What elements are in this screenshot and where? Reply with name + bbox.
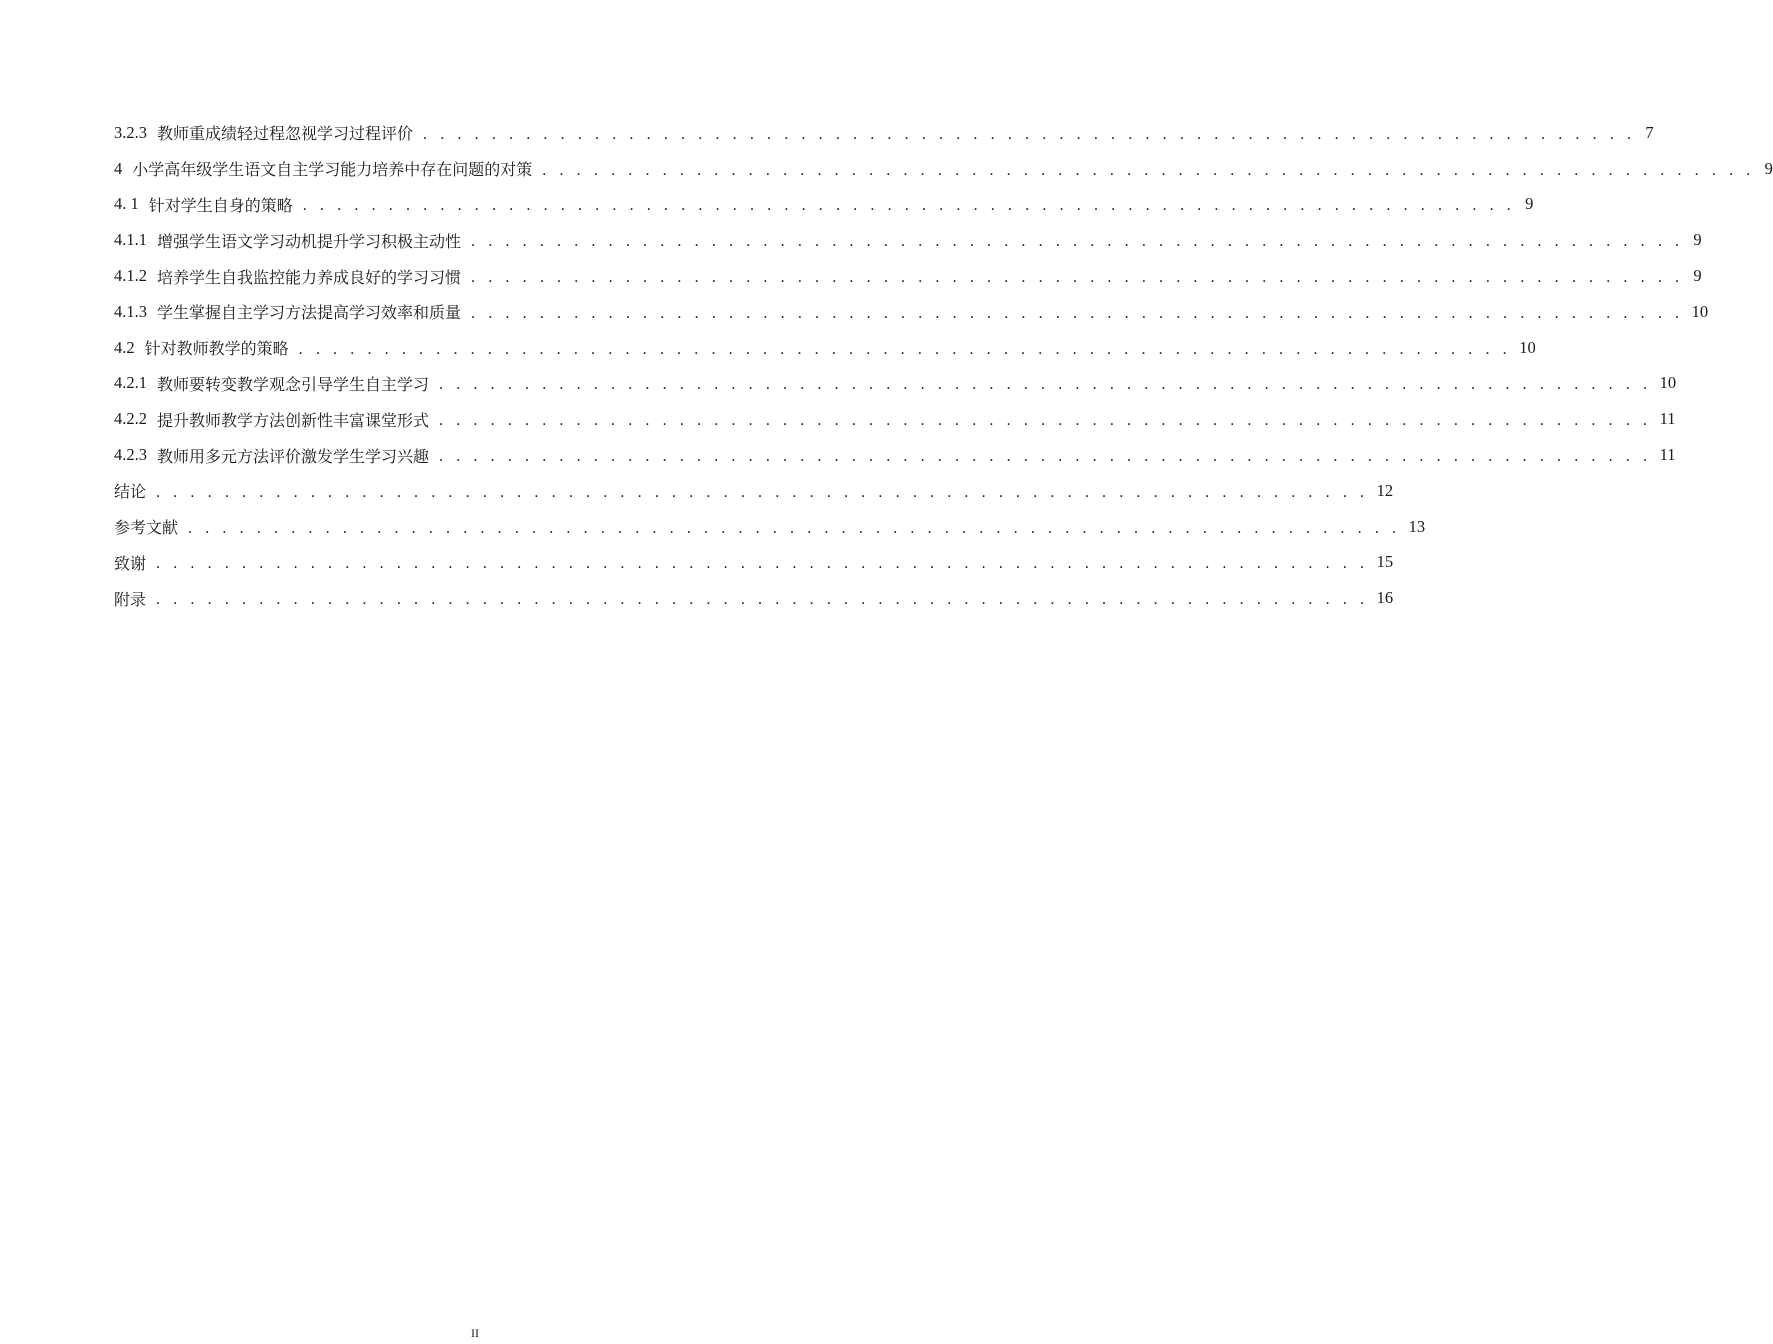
toc-dot-leader: . . . . . . . . . . . . . . . . . . . . . . . . . . . . . . . . . . . . . . . . . . . . . . . . . . . . . . . . . . . . . . . . . . . . . . . [542, 161, 1755, 179]
toc-entry-number: 4.1.2 [114, 266, 147, 286]
toc-entry[interactable] [114, 330, 1536, 366]
toc-entry-number: 3.2.3 [114, 122, 147, 142]
toc-dot-leader: . . . . . . . . . . . . . . . . . . . . . . . . . . . . . . . . . . . . . . . . . . . . . . . . . . . . . . . . . . . . . . . . . . . . . . . [471, 269, 1684, 287]
toc-entry[interactable] [114, 366, 1677, 402]
toc-entry-number: 4.2.2 [114, 409, 147, 429]
toc-entry-page: 7 [1645, 122, 1654, 142]
toc-entry[interactable] [114, 115, 1654, 151]
toc-entry-title: 针对学生自身的策略 [148, 195, 293, 215]
toc-entry-number: 4.1.3 [114, 301, 147, 321]
toc-entry-title: 教师重成绩轻过程忽视学习过程评价 [157, 124, 414, 144]
toc-entry-page: 9 [1693, 230, 1702, 250]
toc-entry[interactable] [114, 258, 1702, 294]
toc-entry[interactable] [114, 580, 1394, 616]
toc-entry-number: 4.2.3 [114, 445, 147, 465]
toc-entry-title: 教师用多元方法评价激发学生学习兴趣 [157, 446, 430, 466]
toc-entry-page: 13 [1408, 516, 1426, 536]
toc-dot-leader: . . . . . . . . . . . . . . . . . . . . . . . . . . . . . . . . . . . . . . . . . . . . . . . . . . . . . . . . . . . . . . . . . . . . . . . [188, 519, 1401, 537]
toc-entry-title: 致谢 [114, 553, 147, 573]
page-number-footer: II [471, 1326, 479, 1340]
toc-entry-title: 增强学生语文学习动机提升学习积极主动性 [157, 231, 462, 251]
toc-entry[interactable] [114, 187, 1534, 223]
toc-entry-number: 4.1.1 [114, 230, 147, 250]
toc-entry[interactable] [114, 509, 1426, 545]
toc-entry-page: 16 [1376, 588, 1394, 608]
toc-entry-page: 15 [1376, 552, 1394, 572]
toc-entry-title: 附录 [114, 589, 147, 609]
toc-entry-page: 11 [1659, 409, 1676, 429]
toc-entry-title: 培养学生自我监控能力养成良好的学习习惯 [157, 267, 462, 287]
toc-entry-title: 针对教师教学的策略 [144, 339, 289, 359]
toc-entry-page: 10 [1519, 337, 1536, 357]
toc-entry-page: 12 [1376, 480, 1394, 500]
toc-entry-title: 结论 [114, 482, 147, 502]
toc-entry-number: 4.2.1 [114, 373, 147, 393]
toc-entry[interactable] [114, 294, 1709, 330]
toc-entry-number: 4 [114, 158, 123, 178]
toc-entry[interactable] [114, 151, 1773, 187]
toc-entry[interactable] [114, 401, 1676, 437]
toc-dot-leader: . . . . . . . . . . . . . . . . . . . . . . . . . . . . . . . . . . . . . . . . . . . . . . . . . . . . . . . . . . . . . . . . . . . . . . . [439, 376, 1652, 394]
toc-entry-page: 10 [1659, 373, 1677, 393]
toc-entry[interactable] [114, 437, 1676, 473]
toc-entry-page: 9 [1764, 158, 1773, 178]
toc-entry[interactable] [114, 222, 1702, 258]
toc-dot-leader: . . . . . . . . . . . . . . . . . . . . . . . . . . . . . . . . . . . . . . . . . . . . . . . . . . . . . . . . . . . . . . . . . . . . . . . [423, 125, 1636, 143]
toc-dot-leader: . . . . . . . . . . . . . . . . . . . . . . . . . . . . . . . . . . . . . . . . . . . . . . . . . . . . . . . . . . . . . . . . . . . . . . . [471, 304, 1684, 322]
toc-entry-page: 9 [1693, 266, 1702, 286]
toc-entry-title: 小学高年级学生语文自主学习能力培养中存在问题的对策 [132, 160, 533, 180]
toc-entry-page: 11 [1659, 445, 1676, 465]
toc-dot-leader: . . . . . . . . . . . . . . . . . . . . . . . . . . . . . . . . . . . . . . . . . . . . . . . . . . . . . . . . . . . . . . . . . . . . . . . [156, 483, 1369, 501]
toc-entry-title: 教师要转变教学观念引导学生自主学习 [157, 374, 430, 394]
toc-entry-title: 学生掌握自主学习方法提高学习效率和质量 [157, 303, 462, 323]
toc-entry-page: 10 [1691, 301, 1709, 321]
toc-dot-leader: . . . . . . . . . . . . . . . . . . . . . . . . . . . . . . . . . . . . . . . . . . . . . . . . . . . . . . . . . . . . . . . . . . . . . . . [439, 448, 1652, 466]
toc-dot-leader: . . . . . . . . . . . . . . . . . . . . . . . . . . . . . . . . . . . . . . . . . . . . . . . . . . . . . . . . . . . . . . . . . . . . . . . [156, 591, 1369, 609]
toc-dot-leader: . . . . . . . . . . . . . . . . . . . . . . . . . . . . . . . . . . . . . . . . . . . . . . . . . . . . . . . . . . . . . . . . . . . . . . . [471, 233, 1684, 251]
toc-dot-leader: . . . . . . . . . . . . . . . . . . . . . . . . . . . . . . . . . . . . . . . . . . . . . . . . . . . . . . . . . . . . . . . . . . . . . . . [156, 555, 1369, 573]
toc-dot-leader: . . . . . . . . . . . . . . . . . . . . . . . . . . . . . . . . . . . . . . . . . . . . . . . . . . . . . . . . . . . . . . . . . . . . . . . [298, 340, 1512, 358]
table-of-contents [114, 115, 1773, 616]
toc-entry[interactable] [114, 545, 1394, 581]
toc-dot-leader: . . . . . . . . . . . . . . . . . . . . . . . . . . . . . . . . . . . . . . . . . . . . . . . . . . . . . . . . . . . . . . . . . . . . . . . [302, 197, 1516, 215]
toc-entry-number: 4.2 [114, 337, 135, 357]
toc-entry-number: 4. 1 [114, 194, 139, 214]
toc-entry-title: 参考文献 [114, 518, 179, 538]
toc-entry-title: 提升教师教学方法创新性丰富课堂形式 [157, 410, 430, 430]
toc-entry[interactable] [114, 473, 1394, 509]
toc-dot-leader: . . . . . . . . . . . . . . . . . . . . . . . . . . . . . . . . . . . . . . . . . . . . . . . . . . . . . . . . . . . . . . . . . . . . . . . [439, 412, 1652, 430]
toc-entry-page: 9 [1525, 194, 1534, 214]
